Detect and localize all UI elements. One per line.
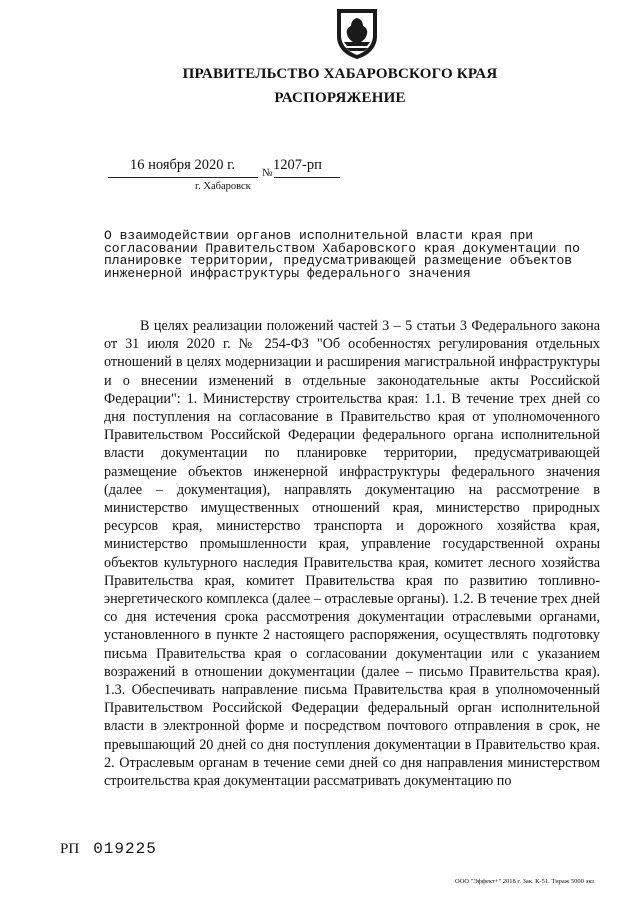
document-type: РАСПОРЯЖЕНИЕ <box>274 90 406 106</box>
serial-code <box>60 840 157 858</box>
document-number: 1207-рп <box>273 157 322 173</box>
document-body: В целях реализации положений частей 3 – 5 статьи 3 Федерального закона от 31 июля 2020 г. № 254-ФЗ "Об особенностях регулирования отдельных отношений в целях модернизации и расширения магистральной инфраструктуры и о внесении изменений в отдельные законодательные акты Российской Федерации": 1. Министерству строительства края: 1.1. В течение трех дней со дня поступления на согласование в Правительство края от уполномоченного Правительством Российской Федерации федерального органа исполнительной власти документации по планировке территории, предусматривающей размещение объектов инженерной инфраструктуры федерального значения (далее – документация), направлять документацию на рассмотрение в министерство имущественных отношений края, министерство природных ресурсов края, министерство транспорта и дорожного хозяйства края, министерство промышленности края, управление государственной охраны объектов культурного наследия Правительства края, комитет лесного хозяйства Правительства края, комитет Правительства края по развитию топливно-энергетического комплекса (далее – отраслевые органы). 1.2. В течение трех дней со дня истечения срока рассмотрения документации отраслевыми органами, установленного в пункте 2 настоящего распоряжения, осуществлять подготовку письма Правительства края о согласовании документации или с указанием возражений в отношении документации (далее – письмо Правительства края). 1.3. Обеспечивать направление письма Правительства края в уполномоченный Правительством Российской Федерации федеральный орган исполнительной власти в электронной форме и посредством почтового отправления в срок, не превышающий 20 дней со дня поступления документации в Правительство края. 2. Отраслевым органам в течение семи дней со дня направления министерством строительства края документации рассматривать документацию по <box>104 318 600 790</box>
document-city: г. Хабаровск <box>195 181 251 192</box>
number-label: № <box>262 167 273 179</box>
document-date: 16 ноября 2020 г. <box>130 157 236 173</box>
organization-title: ПРАВИТЕЛЬСТВО ХАБАРОВСКОГО КРАЯ <box>182 66 498 82</box>
document-subject: О взаимодействии органов исполнительной власти края при согласовании Правительством Хабаровского края документации по планировке территории, предусматривающей размещение объектов инженерной инфраструктуры федерального значения <box>104 228 580 281</box>
serial-number: 019225 <box>93 840 157 858</box>
number-underline <box>274 177 340 178</box>
serial-prefix: РП <box>60 841 80 857</box>
date-underline <box>108 177 258 178</box>
khabarovsk-coat-of-arms-icon <box>334 6 380 60</box>
print-info: ООО "Эффект+" 2018 г. Зак. К-51. Тираж 5000 экз <box>455 878 594 885</box>
